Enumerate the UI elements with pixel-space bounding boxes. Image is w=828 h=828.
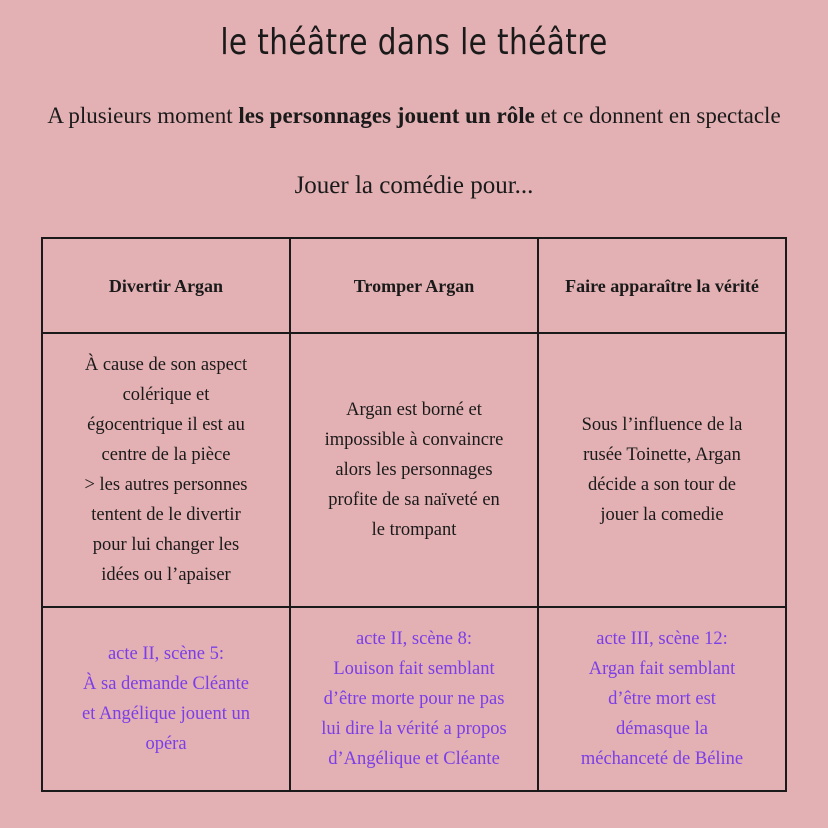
text-line: rusée Toinette, Argan <box>583 445 741 465</box>
cell-reference-divertir <box>42 607 290 791</box>
subtitle-start: A plusieurs moment <box>47 103 239 128</box>
text-line: le trompant <box>371 520 457 540</box>
cell-description-verite <box>538 333 786 607</box>
text-line: acte III, scène 12: <box>596 629 728 649</box>
text-line: Louison fait semblant <box>333 659 495 679</box>
text-line: colérique et <box>122 385 210 405</box>
cell-description-divertir <box>42 333 290 607</box>
text-line: > les autres personnes <box>84 475 248 495</box>
section-heading: Jouer la comédie pour... <box>294 172 534 199</box>
text-line: tentent de le divertir <box>91 505 241 525</box>
table-row-references <box>42 607 786 791</box>
text-line: d’Angélique et Cléante <box>328 749 500 769</box>
table-header-row <box>42 238 786 333</box>
text-line: méchanceté de Béline <box>580 749 744 769</box>
text-line: centre de la pièce <box>101 445 231 465</box>
header-divertir: Divertir Argan <box>42 238 290 333</box>
text-line: À sa demande Cléante <box>83 674 249 694</box>
text-line: opéra <box>145 734 187 754</box>
subtitle <box>0 103 828 129</box>
text-line: idées ou l’apaiser <box>101 565 231 585</box>
cell-reference-verite <box>538 607 786 791</box>
text-line: alors les personnages <box>335 460 493 480</box>
text-line: décide a son tour de <box>588 475 736 495</box>
text-line: Argan fait semblant <box>588 659 736 679</box>
text-line: acte II, scène 5: <box>107 644 225 664</box>
text-line: jouer la comedie <box>600 505 724 525</box>
text-line: impossible à convaincre <box>324 430 504 450</box>
text-line: profite de sa naïveté en <box>328 490 500 510</box>
text-line: démasque la <box>616 719 708 739</box>
subtitle-emphasis: les personnages jouent un rôle <box>238 103 535 128</box>
cell-description-tromper <box>290 333 538 607</box>
text-line: pour lui changer les <box>92 535 240 555</box>
cell-reference-tromper <box>290 607 538 791</box>
text-line: acte II, scène 8: <box>355 629 473 649</box>
comparison-table <box>41 237 787 792</box>
text-line: et Angélique jouent un <box>81 704 250 724</box>
text-line: d’être mort est <box>608 689 716 709</box>
text-line: lui dire la vérité a propos <box>321 719 507 739</box>
header-tromper: Tromper Argan <box>290 238 538 333</box>
text-line: égocentrique il est au <box>87 415 245 435</box>
text-line: Sous l’influence de la <box>581 415 743 435</box>
header-verite: Faire apparaître la vérité <box>538 238 786 333</box>
page-title: le théâtre dans le théâtre <box>220 22 608 63</box>
text-line: Argan est borné et <box>346 400 482 420</box>
text-line: À cause de son aspect <box>84 355 248 375</box>
subtitle-end: et ce donnent en spectacle <box>534 103 781 128</box>
table-row-description <box>42 333 786 607</box>
text-line: d’être morte pour ne pas <box>323 689 505 709</box>
